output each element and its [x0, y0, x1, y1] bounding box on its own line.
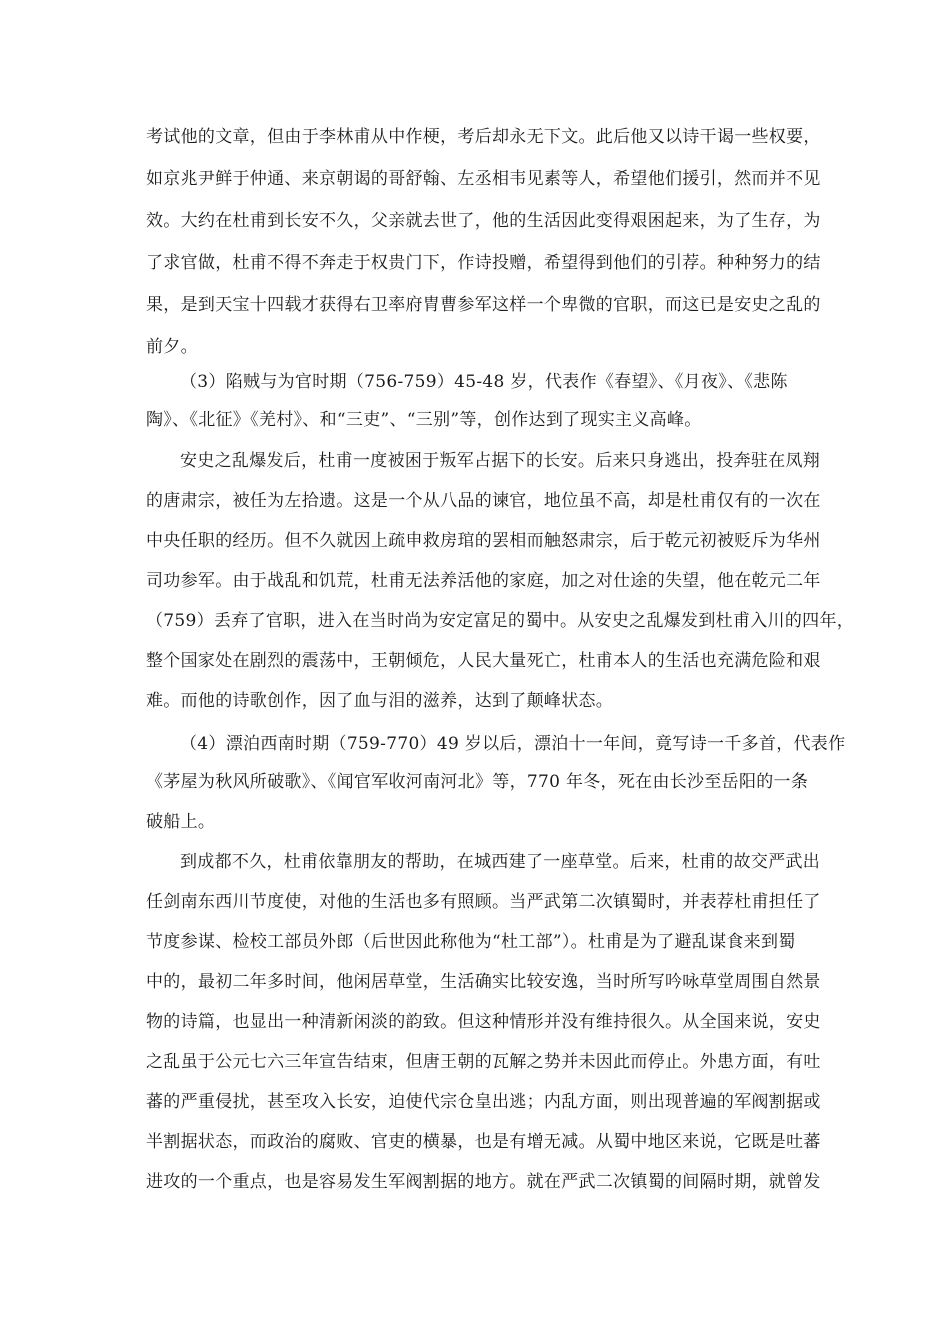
section-heading-4: （4）漂泊西南时期（759-770）49 岁以后，漂泊十一年间，竟写诗一千多首，代表作	[180, 734, 846, 754]
text-line: 物的诗篇，也显出一种清新闲淡的韵致。但这种情形并没有维持很久。从全国来说，安史	[146, 1012, 821, 1032]
text-line: 效。大约在杜甫到长安不久，父亲就去世了，他的生活因此变得艰困起来，为了生存，为	[146, 211, 821, 231]
text-line: 之乱虽于公元七六三年宣告结束，但唐王朝的瓦解之势并未因此而停止。外患方面，有吐	[146, 1052, 821, 1072]
text-line: 考试他的文章，但由于李林甫从中作梗，考后却永无下文。此后他又以诗干谒一些权要，	[146, 127, 821, 147]
section-heading-3: （3）陷贼与为官时期（756-759）45-48 岁，代表作《春望》、《月夜》、《悲陈	[180, 372, 788, 392]
text-line: （759）丢弃了官职，进入在当时尚为安定富足的蜀中。从安史之乱爆发到杜甫入川的四年，	[146, 611, 855, 631]
paragraph-start: 到成都不久，杜甫依靠朋友的帮助，在城西建了一座草堂。后来，杜甫的故交严武出	[180, 852, 821, 872]
text-line: 整个国家处在剧烈的震荡中，王朝倾危，人民大量死亡，杜甫本人的生活也充满危险和艰	[146, 651, 821, 671]
paragraph-start: 安史之乱爆发后，杜甫一度被困于叛军占据下的长安。后来只身逃出，投奔驻在凤翔	[180, 451, 821, 471]
text-line: 破船上。	[146, 812, 216, 832]
text-line: 司功参军。由于战乱和饥荒，杜甫无法养活他的家庭，加之对仕途的失望，他在乾元二年	[146, 571, 821, 591]
text-line: 进攻的一个重点，也是容易发生军阀割据的地方。就在严武二次镇蜀的间隔时期，就曾发	[146, 1172, 821, 1192]
text-line: 的唐肃宗，被任为左拾遗。这是一个从八品的谏官，地位虽不高，却是杜甫仅有的一次在	[146, 491, 821, 511]
text-line: 半割据状态，而政治的腐败、官吏的横暴，也是有增无减。从蜀中地区来说，它既是吐蕃	[146, 1132, 821, 1152]
text-line: 果，是到天宝十四载才获得右卫率府胄曹参军这样一个卑微的官职，而这已是安史之乱的	[146, 295, 821, 315]
text-line: 节度参谋、检校工部员外郎（后世因此称他为“杜工部”）。杜甫是为了避乱谋食来到蜀	[146, 932, 796, 952]
text-line: 如京兆尹鲜于仲通、来京朝谒的哥舒翰、左丞相韦见素等人，希望他们援引，然而并不见	[146, 169, 821, 189]
text-line: 难。而他的诗歌创作，因了血与泪的滋养，达到了颠峰状态。	[146, 691, 614, 711]
text-line: 任剑南东西川节度使，对他的生活也多有照顾。当严武第二次镇蜀时，并表荐杜甫担任了	[146, 892, 821, 912]
text-line: 中的，最初二年多时间，他闲居草堂，生活确实比较安逸，当时所写吟咏草堂周围自然景	[146, 972, 821, 992]
text-line: 陶》、《北征》《羌村》、和“三吏”、“三别”等，创作达到了现实主义高峰。	[146, 410, 702, 430]
text-line: 《茅屋为秋风所破歌》、《闻官军收河南河北》等，770 年冬，死在由长沙至岳阳的一条	[146, 772, 809, 792]
text-line: 前夕。	[146, 337, 198, 357]
text-line: 蕃的严重侵扰，甚至攻入长安，迫使代宗仓皇出逃；内乱方面，则出现普遍的军阀割据或	[146, 1092, 821, 1112]
text-line: 了求官做，杜甫不得不奔走于权贵门下，作诗投赠，希望得到他们的引荐。种种努力的结	[146, 253, 821, 273]
text-line: 中央任职的经历。但不久就因上疏申救房琯的罢相而触怒肃宗，后于乾元初被贬斥为华州	[146, 531, 821, 551]
